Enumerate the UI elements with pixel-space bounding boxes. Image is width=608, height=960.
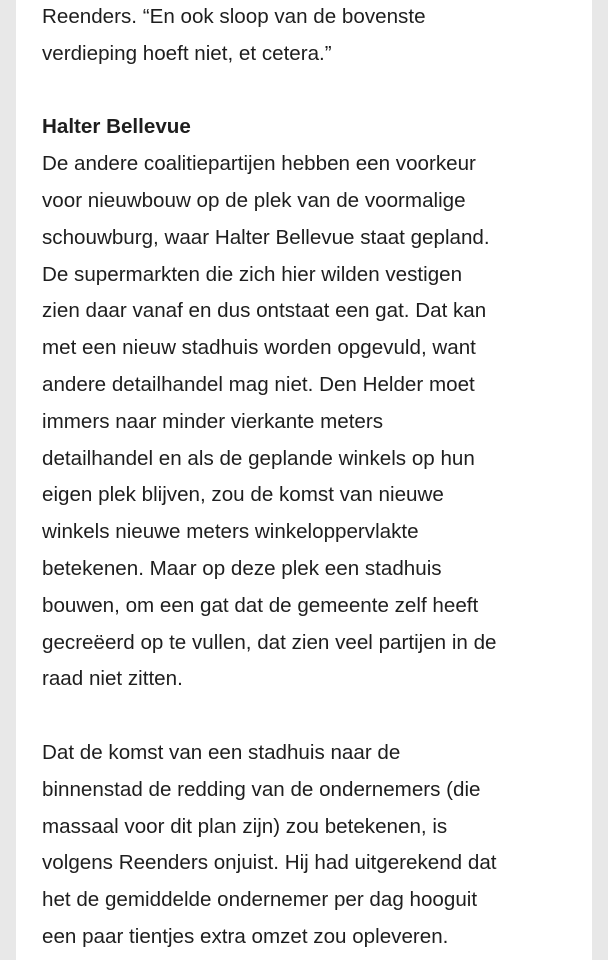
paragraph-spacer — [42, 698, 582, 735]
article-body — [42, 0, 582, 956]
text-line: binnenstad de redding van de ondernemers (die — [42, 777, 481, 801]
text-line: eigen plek blijven, zou de komst van nieuwe — [42, 483, 444, 507]
text-line: De andere coalitiepartijen hebben een voorkeur — [42, 152, 476, 176]
text-line: verdieping hoeft niet, et cetera.” — [42, 41, 332, 65]
text-line: Reenders. “En ook sloop van de bovenste — [42, 5, 426, 28]
text-line: massaal voor dit plan zijn) zou betekenen, is — [42, 814, 448, 838]
text-line: bouwen, om een gat dat de gemeente zelf heeft — [42, 593, 479, 617]
text-line: met een nieuw stadhuis worden opgevuld, want — [42, 336, 476, 360]
text-line: zien daar vanaf en dus ontstaat een gat. Dat kan — [42, 299, 487, 323]
text-line: voor nieuwbouw op de plek van de voormalige — [42, 188, 466, 212]
paragraph-halter-bellevue — [42, 146, 582, 698]
text-line: het de gemiddelde ondernemer per dag hooguit — [42, 888, 478, 912]
text-line: andere detailhandel mag niet. Den Helder moet — [42, 372, 475, 396]
text-line: schouwburg, waar Halter Bellevue staat gepland. — [42, 225, 490, 249]
intro-paragraph — [42, 0, 582, 73]
text-line: volgens Reenders onjuist. Hij had uitgerekend dat — [42, 851, 497, 875]
text-line: een paar tientjes extra omzet zou opleveren. — [42, 924, 449, 948]
section-heading: Halter Bellevue — [42, 115, 191, 139]
text-line: Dat de komst van een stadhuis naar de — [42, 740, 401, 764]
text-line: immers naar minder vierkante meters — [42, 409, 384, 433]
text-line: detailhandel en als de geplande winkels op hun — [42, 446, 475, 470]
text-line: betekenen. Maar op deze plek een stadhuis — [42, 556, 442, 580]
text-line: De supermarkten die zich hier wilden vestigen — [42, 262, 463, 286]
text-line: raad niet zitten. — [42, 667, 183, 691]
article-column — [16, 0, 592, 960]
paragraph-reenders — [42, 735, 582, 956]
text-line: gecreëerd op te vullen, dat zien veel partijen in de — [42, 630, 497, 654]
paragraph-spacer — [42, 73, 582, 110]
text-line: winkels nieuwe meters winkeloppervlakte — [42, 520, 419, 544]
